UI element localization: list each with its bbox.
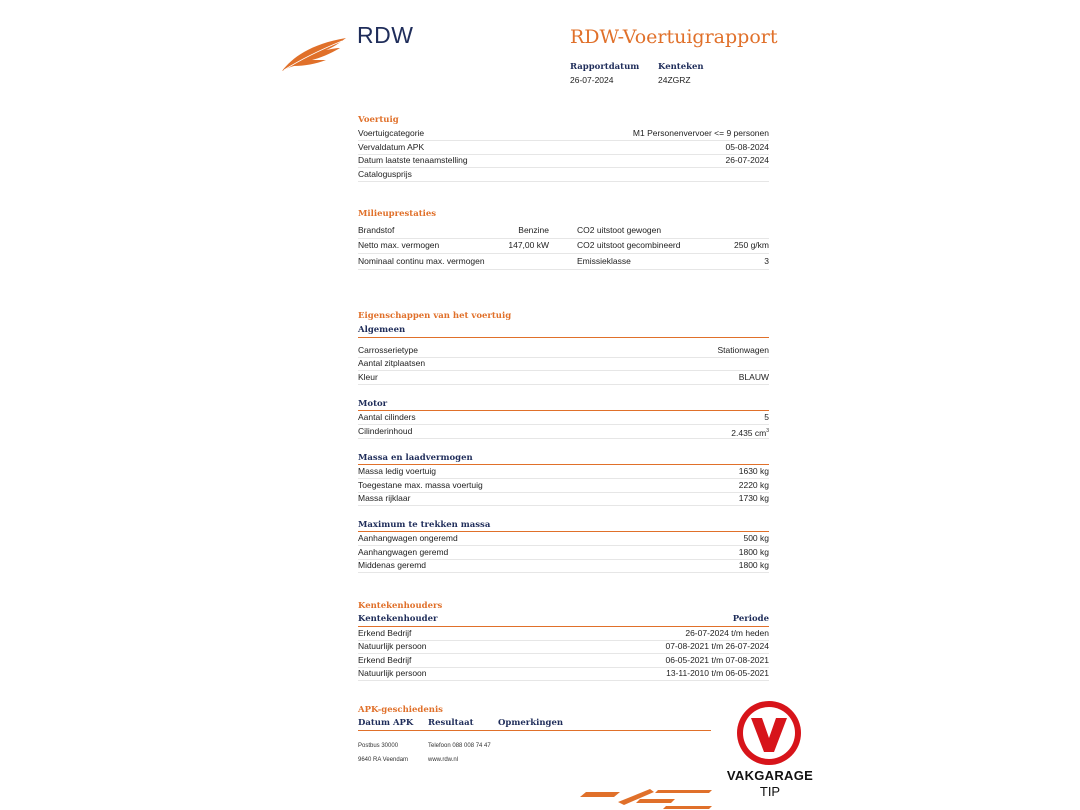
- report-date: 26-07-2024: [570, 75, 614, 85]
- table-row: Carrosserietype Stationwagen: [358, 344, 769, 358]
- table-row: Datum laatste tenaamstelling 26-07-2024: [358, 154, 769, 168]
- table-row: Middenas geremd 1800 kg: [358, 559, 769, 573]
- footer-stripes-graphic: [580, 786, 715, 810]
- table-row: Aantal zitplaatsen: [358, 357, 769, 371]
- table-row: Aanhangwagen ongeremd 500 kg: [358, 532, 769, 546]
- rdw-feather-logo: [280, 36, 350, 74]
- table-row: Natuurlijk persoon 13-11-2010 t/m 06-05-2021: [358, 667, 769, 681]
- subsection-motor-title: Motor: [358, 399, 388, 409]
- table-row: Cilinderinhoud 2.435 $cm^3$: [358, 426, 769, 438]
- footer-address-line1: Postbus 30000: [358, 743, 399, 749]
- footer-web: www.rdw.nl: [428, 757, 459, 763]
- section-houders-title: Kentekenhouders: [358, 601, 443, 611]
- table-row: Aanhangwagen geremd 1800 kg: [358, 546, 769, 560]
- table-row: Erkend Bedrijf 06-05-2021 t/m 07-08-2021: [358, 654, 769, 668]
- plate-label: Kenteken: [658, 62, 704, 72]
- table-row: Catalogusprijs: [358, 168, 769, 182]
- subsection-massa-title: Massa en laadvermogen: [358, 453, 473, 463]
- report-date-label: Rapportdatum: [570, 62, 640, 72]
- vakgarage-badge-icon: [735, 698, 803, 768]
- vakgarage-badge-line2: TIP: [759, 784, 781, 799]
- table-row: Brandstof Benzine CO2 uitstoot gewogen: [358, 223, 769, 239]
- section-voertuig-title: Voertuig: [358, 115, 399, 125]
- subsection-trekken-title: Maximum te trekken massa: [358, 520, 491, 530]
- table-row: Massa ledig voertuig 1630 kg: [358, 465, 769, 479]
- apk-col-date: Datum APK: [358, 718, 414, 728]
- apk-col-remarks: Opmerkingen: [498, 718, 564, 728]
- table-row: Toegestane max. massa voertuig 2220 kg: [358, 479, 769, 493]
- table-row: Erkend Bedrijf 26-07-2024 t/m heden: [358, 627, 769, 641]
- divider: [358, 730, 711, 731]
- section-milieu-title: Milieuprestaties: [358, 209, 437, 219]
- footer-address-line2: 9640 RA Veendam: [358, 757, 409, 763]
- houders-col-period: Periode: [732, 614, 769, 624]
- vakgarage-badge-line1: VAKGARAGE: [726, 768, 814, 783]
- table-row: Netto max. vermogen 147,00 kW CO2 uitstoot gecombineerd 250 g/km: [358, 238, 769, 254]
- table-row: Aantal cilinders 5: [358, 411, 769, 425]
- rdw-logo-text: RDW: [357, 22, 414, 48]
- table-row: Nominaal continu max. vermogen Emissieklasse 3: [358, 254, 769, 270]
- table-row: Massa rijklaar 1730 kg: [358, 492, 769, 506]
- table-row: Natuurlijk persoon 07-08-2021 t/m 26-07-2024: [358, 640, 769, 654]
- plate-value: 24ZGRZ: [658, 75, 691, 85]
- section-apk-title: APK-geschiedenis: [358, 705, 443, 715]
- table-row: Voertuigcategorie M1 Personenvervoer <= 9 personen: [358, 127, 769, 141]
- apk-col-result: Resultaat: [428, 718, 474, 728]
- table-row: Kleur BLAUW: [358, 371, 769, 385]
- subsection-algemeen-title: Algemeen: [358, 325, 406, 335]
- footer-phone: Telefoon 088 008 74 47: [428, 743, 491, 749]
- divider: [358, 337, 769, 338]
- report-title: RDW-Voertuigrapport: [570, 26, 778, 48]
- table-row: Vervaldatum APK 05-08-2024: [358, 141, 769, 155]
- section-eigenschappen-title: Eigenschappen van het voertuig: [358, 311, 512, 321]
- houders-col-holder: Kentekenhouder: [358, 614, 438, 624]
